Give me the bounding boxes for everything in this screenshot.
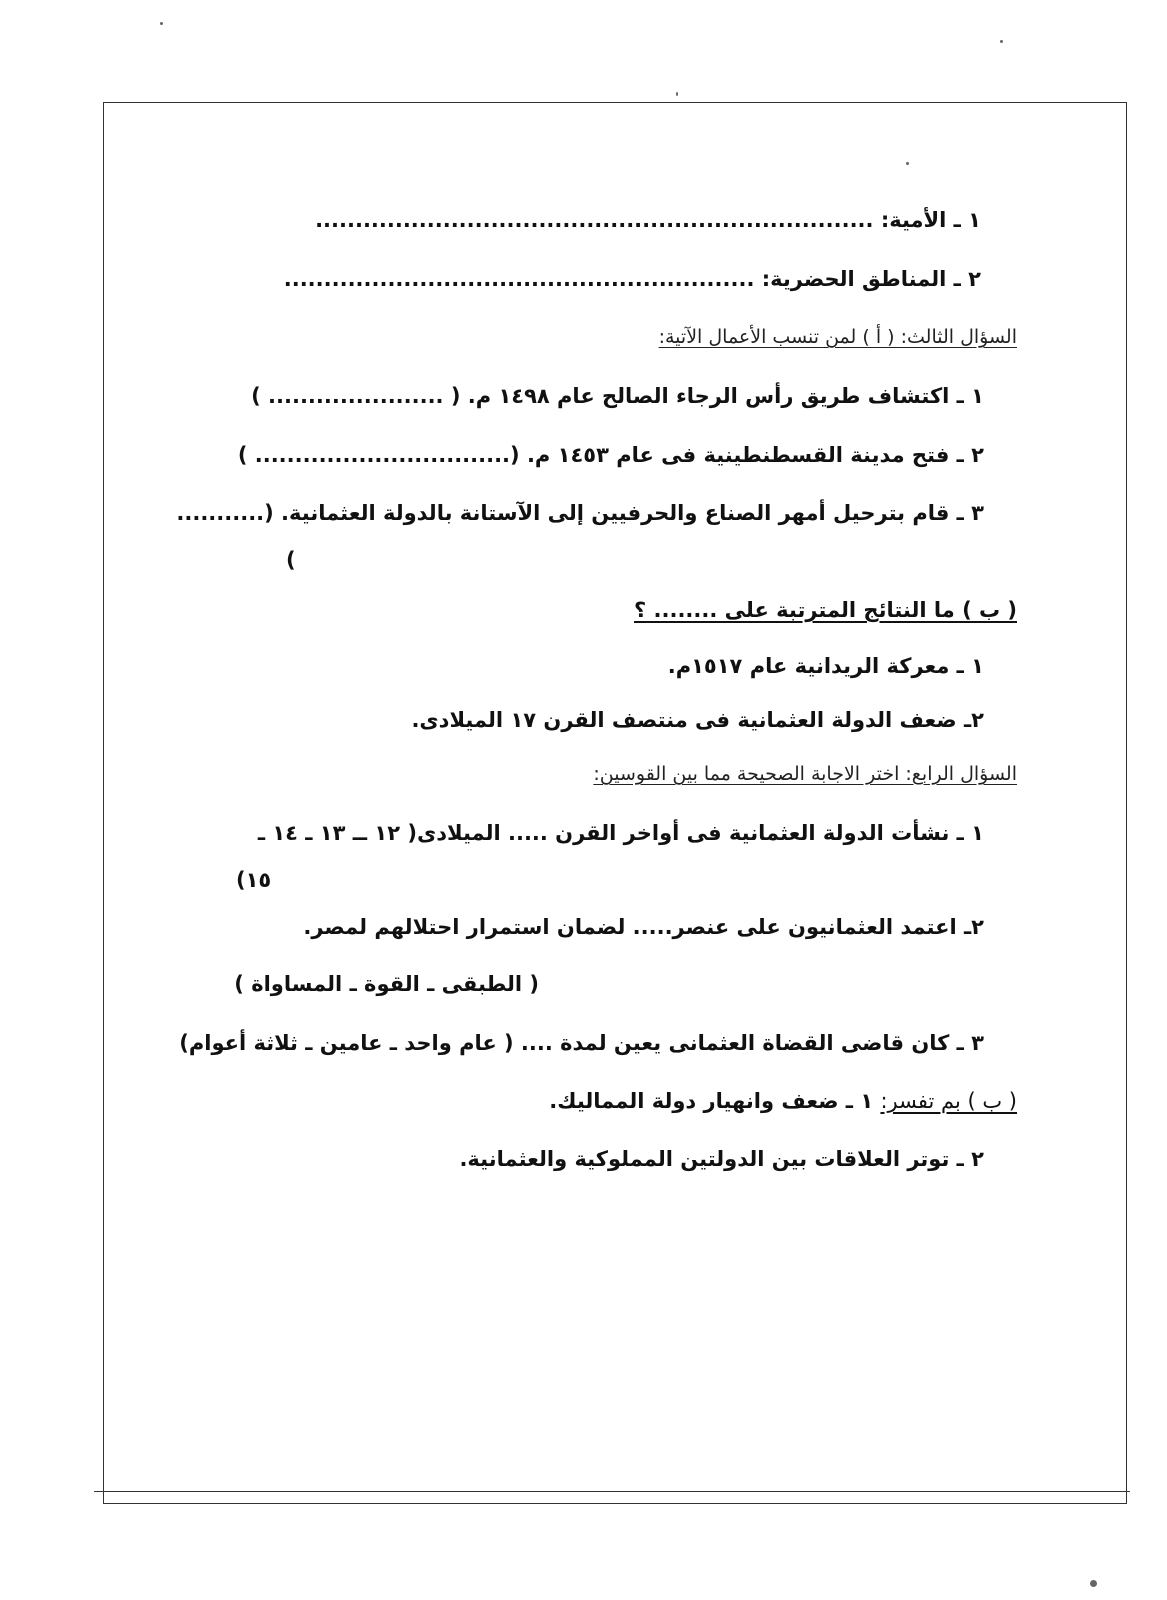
literacy-item: ١ ـ الأمية: ...................................................................... [315,208,981,232]
question-three-item-2: ٢ ـ فتح مدينة القسطنطينية فى عام ١٤٥٣ م. (................................ ) [237,443,984,467]
question-four-item-2-options: ( الطبقى ـ القوة ـ المساواة ) [234,972,539,996]
page-border [103,102,1127,1504]
question-four-heading: السؤال الرابع: اختر الاجابة الصحيحة مما بين القوسين: [593,763,1017,785]
question-three-heading: السؤال الثالث: ( أ ) لمن تنسب الأعمال الآتية: [658,326,1017,348]
question-four-item-1: ١ ـ نشأت الدولة العثمانية فى أواخر القرن ..... الميلادى( ١٢ ــ ١٣ ـ ١٤ ـ [257,821,984,845]
question-three-part-b-item-2: ٢ـ ضعف الدولة العثمانية فى منتصف القرن ١٧ الميلادى. [411,708,984,732]
question-four-item-3: ٣ ـ كان قاضى القضاة العثمانى يعين لمدة .... ( عام واحد ـ عامين ـ ثلاثة أعوام) [179,1031,984,1055]
question-three-item-3-close: ) [286,548,296,572]
question-four-part-b-item-1: ١ ـ ضعف وانهيار دولة المماليك. [549,1089,881,1113]
question-four-item-1-cont: ١٥) [236,868,272,892]
question-four-part-b-label: ( ب ) بم تفسر: [880,1089,1017,1113]
scan-speck [1090,1580,1097,1587]
question-three-part-b-heading: ( ب ) ما النتائج المترتبة على ........ ؟ [634,598,1017,622]
urban-areas-item: ٢ ـ المناطق الحضرية: ........................................................... [283,267,981,291]
question-three-item-3: ٣ ـ قام بترحيل أمهر الصناع والحرفيين إلى الآستانة بالدولة العثمانية. (........... [176,501,984,525]
question-four-part-b-item-2: ٢ ـ توتر العلاقات بين الدولتين المملوكية والعثمانية. [459,1147,984,1171]
question-four-part-b [549,1086,1017,1116]
bottom-rule [94,1491,1130,1492]
scan-speck [160,22,163,25]
scan-speck [906,162,909,165]
scan-speck [1000,40,1003,43]
question-three-part-b-item-1: ١ ـ معركة الريدانية عام ١٥١٧م. [667,654,984,678]
question-four-item-2: ٢ـ اعتمد العثمانيون على عنصر..... لضمان استمرار احتلالهم لمصر. [303,915,984,939]
scan-speck [676,92,678,96]
question-three-item-1: ١ ـ اكتشاف طريق رأس الرجاء الصالح عام ١٤٩٨ م. ( ...................... ) [251,384,984,408]
